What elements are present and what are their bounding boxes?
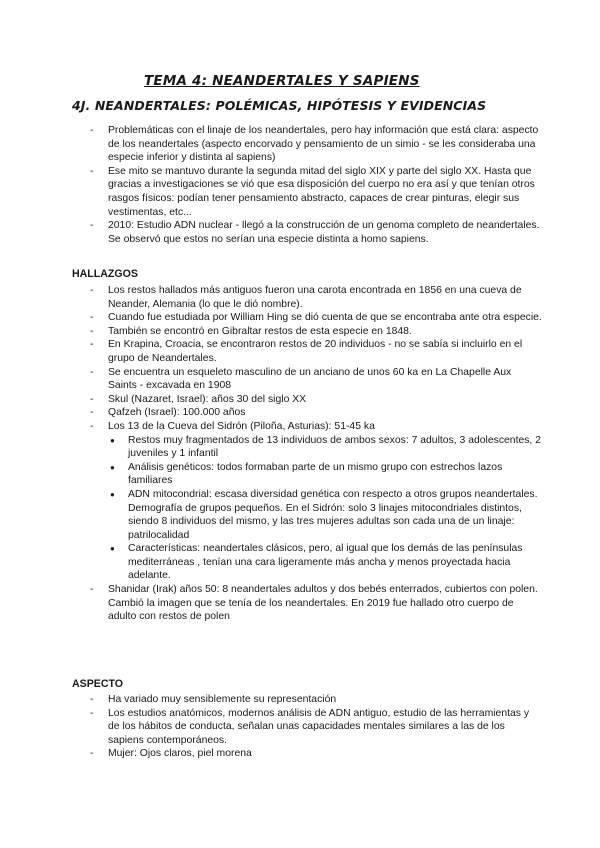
page-title: TEMA 4: NEANDERTALES Y SAPIENS [144,73,420,89]
list-item: - Shanidar (Irak) años 50: 8 neandertales adultos y dos bebés enterrados, cubiertos con polen. Cambió la imagen que se tenía de los neandertales. En 2019 fue hallado otro cuerpo de adulto con restos de polen [72,583,542,624]
aspecto-heading: ASPECTO [72,678,124,690]
sub-list-item: ● Análisis genéticos: todos formaban parte de un mismo grupo con estrechos lazos familiares [108,461,542,488]
sub-list-item: ● Restos muy fragmentados de 13 individuos de ambos sexos: 7 adultos, 3 adolescentes, 2 juveniles y 1 infantil [108,434,542,461]
list-item: - Qafzeh (Israel): 100.000 años [72,406,542,420]
list-item-sidron [72,420,542,583]
list-item: - En Krapina, Croacia, se encontraron restos de 20 individuos - no se sabía si incluirlo en el grupo de Neandertales. [72,338,542,365]
sidron-label: Los 13 de la Cueva del Sidrón (Piloña, Asturias): 51-45 ka [108,420,375,432]
list-item: - Problemáticas con el linaje de los neandertales, pero hay información que está clara: aspecto de los neandertales (aspecto encorvado y pensamiento de un simio - se les consideraba una especie inferior y distinta al sapiens) [72,124,542,165]
list-item: - Ese mito se mantuvo durante la segunda mitad del siglo XIX y parte del siglo XX. Hasta que gracias a investigaciones se vió que esa disposición del cuerpo no era así y que tenían otros rasgos físicos: podían tener pensamiento abstracto, capaces de crear pinturas, elegir sus vestimentas, etc... [72,165,542,219]
list-item: - Cuando fue estudiada por William Hing se dió cuenta de que se encontraba ante otra especie. [72,311,542,325]
list-item: - Ha variado muy sensiblemente su representación [72,693,542,707]
sub-list-item: ● ADN mitocondrial: escasa diversidad genética con respecto a otros grupos neandertales. Demografía de grupos pequeños. En el Sidrón: solo 3 linajes mitocondriales distintos, siendo 8 individuos del mismo, y las tres mujeres adultas son cada una de un linaje: patrilocalidad [108,488,542,542]
hallazgos-list [72,284,542,624]
list-item: - Los estudios anatómicos, modernos análisis de ADN antiguo, estudio de las herramientas y de los hábitos de conducta, señalan unas capacidades mentales similares a las de los sapiens contemporáneos. [72,707,542,748]
list-item: - Los restos hallados más antiguos fueron una carota encontrada en 1856 en una cueva de Neander, Alemania (lo que le dió nombre). [72,284,542,311]
list-item: - Mujer: Ojos claros, piel morena [72,747,542,761]
aspecto-list [72,693,542,761]
sidron-sublist [108,434,542,584]
section-subtitle: 4J. NEANDERTALES: POLÉMICAS, HIPÓTESIS Y EVIDENCIAS [72,98,487,113]
list-item: - Skul (Nazaret, Israel): años 30 del siglo XX [72,393,542,407]
hallazgos-heading: HALLAZGOS [72,268,138,280]
list-item: - Se encuentra un esqueleto masculino de un anciano de unos 60 ka en La Chapelle Aux Saints - excavada en 1908 [72,366,542,393]
sub-list-item: ● Características: neandertales clásicos, pero, al igual que los demás de las penínsulas mediterráneas , tenían una cara ligeramente más ancha y menos proyectada hacia adelante. [108,542,542,583]
intro-list [72,124,542,246]
list-item: - 2010: Estudio ADN nuclear - llegó a la construcción de un genoma completo de neandertales. Se observó que estos no serían una especie distinta a homo sapiens. [72,219,542,246]
list-item: - También se encontró en Gibraltar restos de esta especie en 1848. [72,325,542,339]
